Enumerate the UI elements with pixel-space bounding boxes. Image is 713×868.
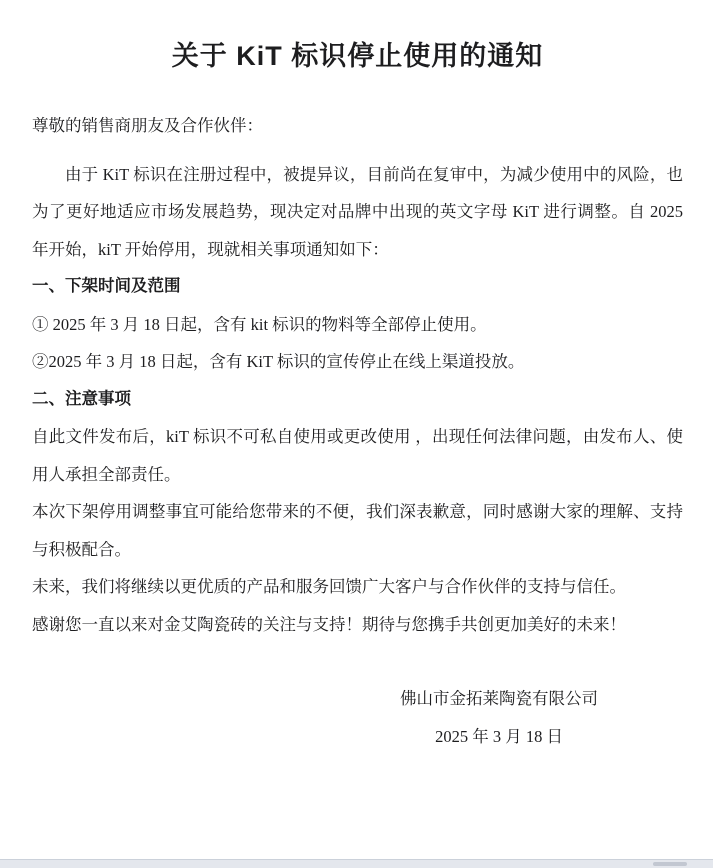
salutation-line: 尊敬的销售商朋友及合作伙伴： <box>32 116 263 135</box>
notes-paragraph-2: 本次下架停用调整事宜可能给您带来的不便，我们深表歉意，同时感谢大家的理解、支持与积极配合。 <box>32 502 683 559</box>
signature-company: 佛山市金拓莱陶瓷有限公司 <box>400 689 598 708</box>
horizontal-scrollbar-thumb[interactable] <box>653 862 687 866</box>
intro-paragraph: 由于 KiT 标识在注册过程中，被提异议，目前尚在复审中，为减少使用中的风险，也为了更好地适应市场发展趋势，现决定对品牌中出现的英文字母 KiT 进行调整。自 2025 年开始，kiT 开始停用，现就相关事项通知如下： <box>32 164 683 259</box>
page-title: 关于 KiT 标识停止使用的通知 <box>171 41 544 71</box>
notes-paragraph-4: 感谢您一直以来对金艾陶瓷砖的关注与支持！期待与您携手共创更加美好的未来！ <box>32 614 626 634</box>
signature-block <box>400 680 598 755</box>
signature-date: 2025 年 3 月 18 日 <box>435 726 563 746</box>
section-heading-removal-scope: 一、下架时间及范围 <box>32 277 181 295</box>
list-item-2: ②2025 年 3 月 18 日起，含有 KiT 标识的宣传停止在线上渠道投放。 <box>32 352 525 371</box>
list-item-1: ① 2025 年 3 月 18 日起，含有 kit 标识的物料等全部停止使用。 <box>32 314 487 334</box>
section-heading-notes: 二、注意事项 <box>32 389 131 408</box>
horizontal-scrollbar-track[interactable] <box>0 859 713 868</box>
notes-paragraph-3: 未来，我们将继续以更优质的产品和服务回馈广大客户与合作伙伴的支持与信任。 <box>32 577 626 596</box>
notes-paragraph-1: 自此文件发布后，kiT 标识不可私自使用或更改使用 ，出现任何法律问题，由发布人、使用人承担全部责任。 <box>32 427 683 484</box>
